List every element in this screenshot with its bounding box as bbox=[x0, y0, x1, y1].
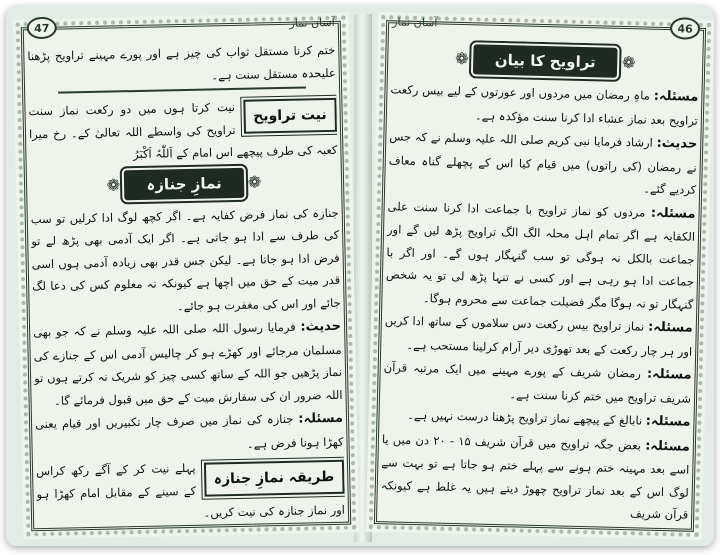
tariqa-heading: طریقہ نمازِ جنازہ bbox=[203, 460, 344, 497]
janaza-heading-box bbox=[30, 165, 339, 201]
masala-label: مسئلہ: bbox=[645, 413, 691, 430]
hadith-paragraph bbox=[33, 315, 343, 412]
left-page-number: 47 bbox=[27, 17, 57, 40]
left-page bbox=[13, 13, 360, 540]
taraweeh-heading: تراویح کا بیان bbox=[472, 44, 618, 78]
ornament-icon: ❁ bbox=[454, 48, 469, 69]
open-book bbox=[6, 6, 714, 546]
masala-label: مسئلہ: bbox=[653, 88, 699, 105]
ornament-icon: ❁ bbox=[621, 52, 636, 73]
masala-2-text: مردوں کو نماز تراویح با جماعت ادا کرنا سنت علی الکفایہ ہے اگر تمام اہل محلہ الگ الگ تراویح پڑھ لیں گے اور جماعت بالکل نہ ہوگی تو سب گنہگار ہوں گے۔ اور اگر با جماعت ادا ہو رہی ہے اور کسی نے تنہا پڑھ لی تو یہ شخص گنہگار تو نہ ہوگا مگر فضیلت جماعت سے محروم ہوگا۔ bbox=[385, 198, 696, 312]
masala-label: مسئلہ: bbox=[298, 410, 344, 427]
masala-label: مسئلہ: bbox=[650, 205, 696, 222]
hadith-label: حدیث: bbox=[300, 318, 342, 335]
masala-5-text: نابالغ کے پیچھے نماز تراویح پڑھنا درست نہیں ہے۔ bbox=[407, 407, 643, 428]
left-book-title: آسان نماز bbox=[289, 15, 335, 30]
masala-1 bbox=[390, 78, 699, 132]
masala-2 bbox=[385, 195, 696, 316]
hadith-1-text: ارشاد فرمایا نبی کریم صلی اللہ علیہ وسلم نے کہ جس نے رمضان (کی راتوں) میں قیام کیا اس کے پچھلے گناہ معاف کردیے گئے۔ bbox=[388, 129, 697, 197]
masala-label: مسئلہ: bbox=[645, 438, 691, 455]
left-para-top: ختم کرنا مستقل ثواب کی چیز ہے اور پورے مہینے تراویح پڑھنا علیحدہ مستقل سنت ہے۔ bbox=[27, 42, 336, 82]
left-page-content bbox=[27, 39, 345, 527]
right-page-content bbox=[380, 38, 700, 527]
right-page-number: 46 bbox=[670, 17, 701, 40]
masala-text: جنازہ کی نماز میں صرف چار تکبیریں اور قیام یعنی کھڑا ہونا فرض ہے۔ bbox=[34, 411, 344, 451]
masala-paragraph bbox=[35, 407, 344, 459]
masala-3 bbox=[384, 309, 693, 363]
masala-label: مسئلہ: bbox=[646, 366, 692, 383]
right-page bbox=[366, 12, 715, 540]
hadith-label: حدیث: bbox=[656, 135, 698, 152]
niyyat-text: نیت کرتا ہوں میں دو رکعت نماز سنت تراویح کی واسطے اللہ تعالیٰ کے۔ رخ میرا کعبہ کی طرف پیچھے اس امام کے اَللّٰہُ اَکْبَرُ bbox=[28, 99, 338, 162]
right-book-title: آسان نماز bbox=[392, 14, 438, 29]
masala-4 bbox=[383, 356, 692, 410]
ornament-icon: ❁ bbox=[106, 174, 121, 195]
ornament-icon: ❁ bbox=[247, 171, 262, 192]
masala-6 bbox=[380, 428, 690, 526]
masala-3-text: نماز تراویح بیس رکعت دس سلاموں کے ساتھ ادا کریں اور ہر چار رکعت کے بعد تھوڑی دیر آرام کرلینا مستحب ہے۔ bbox=[384, 313, 693, 359]
hadith-text: فرمایا رسول اللہ صلی اللہ علیہ وسلم نے کہ جو بھی مسلمان مرجائے اور کھڑے ہو کر چالیس آدمی اس کے جنازے کی نماز پڑھیں جو اللہ کے ساتھ کسی چیز کو شریک نہ کرتے ہوں تو اللہ ضرور ان کی سفارش میت کے حق میں قبول فرمائے گا۔ bbox=[32, 319, 343, 408]
masala-6-text: بعض جگہ تراویح میں قرآن شریف ۱۵ - ۲۰ دن میں یا اسے بعد مہینہ ختم ہونے سے پہلے ختم ہو جاتا ہے تو بہت سے لوگ اس کے بعد نماز تراویح چھوڑ دیتے ہیں یہ غلط ہے کیونکہ قرآن شریف bbox=[380, 431, 690, 522]
masala-4-text: رمضان شریف کے پورے مہینے میں ایک مرتبہ قرآن شریف تراویح میں ختم کرنا سنت ہے۔ bbox=[383, 360, 692, 406]
masala-label: مسئلہ: bbox=[647, 319, 693, 336]
niyyat-heading: نیت تراویح bbox=[243, 98, 337, 134]
masala-1-text: ماہِ رمضان میں مردوں اور عورتوں کے لیے بیس رکعت تراویح بعد نماز عشاء ادا کرنا سنت مؤکدہ ہے۔ bbox=[390, 82, 699, 128]
taraweeh-heading-box bbox=[391, 42, 700, 80]
tariqa-text: پہلے نیت کر کے آگے رکھ کراس کے سینے کے مقابل امام کھڑا ہو اور نماز جنازہ کی نیت کریں۔ bbox=[35, 460, 346, 520]
hadith-1 bbox=[388, 125, 698, 201]
janaza-heading: نمازِ جنازہ bbox=[124, 167, 244, 199]
janaza-paragraph: جنازہ کی نماز فرض کفایہ ہے۔ اگر کچھ لوگ ادا کرلیں تو سب کی طرف سے ادا ہو جاتی ہے۔ اگر ایک آدمی بھی پڑھ لے تو فرض ادا ہو جاتا ہے۔ لیکن جس قدر بھی زیادہ آدمی ہوں اسی قدر میت کے حق میں اچھا ہے کیونکہ نہ معلوم کس کی دعا لگ جائے اور اس کی مغفرت ہو جائے۔ bbox=[30, 205, 341, 313]
